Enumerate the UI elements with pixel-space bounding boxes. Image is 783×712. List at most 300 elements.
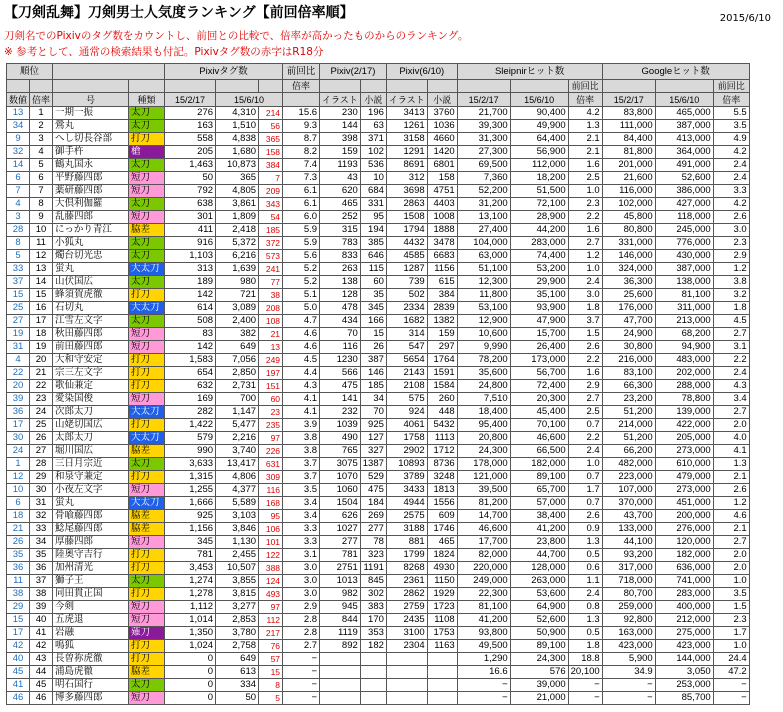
- novel-0217-cell: 646: [360, 250, 386, 263]
- num-cell: 29: [7, 601, 30, 614]
- google-ratio-cell: 3.2: [713, 289, 749, 302]
- pixiv-0610-cell: 5,372: [216, 237, 259, 250]
- rank-cell: 6: [30, 172, 53, 185]
- google-0610-cell: 94,900: [655, 341, 713, 354]
- sleipnir-0217-cell: 81,100: [457, 601, 510, 614]
- google-0610-cell: 138,000: [655, 276, 713, 289]
- google-0610-cell: 422,000: [655, 419, 713, 432]
- rank-cell: 42: [30, 640, 53, 653]
- r18-cell: 631: [259, 458, 283, 471]
- illust-0217-cell: 626: [320, 510, 361, 523]
- sleipnir-0217-cell: 93,800: [457, 627, 510, 640]
- pixiv-0610-cell: 3,861: [216, 198, 259, 211]
- novel-0610-cell: 1420: [427, 146, 457, 159]
- sleipnir-ratio-cell: −: [568, 679, 602, 692]
- num-cell: 34: [7, 120, 30, 133]
- pixiv-ratio-cell: 6.0: [283, 211, 320, 224]
- rank-cell: 33: [30, 523, 53, 536]
- sleipnir-0610-cell: 18,200: [510, 172, 568, 185]
- illust-0610-cell: 1508: [386, 211, 427, 224]
- pixiv-0610-cell: 4,806: [216, 471, 259, 484]
- r18-cell: 38: [259, 289, 283, 302]
- pixiv-ratio-cell: 8.7: [283, 133, 320, 146]
- illust-0217-cell: 892: [320, 640, 361, 653]
- illust-0610-cell: 2575: [386, 510, 427, 523]
- google-0610-cell: 253,000: [655, 679, 713, 692]
- r18-cell: 384: [259, 159, 283, 172]
- col-novel-2: 小説: [427, 93, 457, 107]
- google-ratio-cell: 1.0: [713, 575, 749, 588]
- illust-0610-cell: [386, 653, 427, 666]
- col-illust-2: イラスト: [386, 93, 427, 107]
- table-row: [7, 302, 750, 315]
- google-0610-cell: 387,000: [655, 263, 713, 276]
- table-row: [7, 354, 750, 367]
- pixiv-ratio-cell: 3.4: [283, 497, 320, 510]
- google-0610-cell: 386,000: [655, 185, 713, 198]
- r18-cell: 309: [259, 471, 283, 484]
- type-cell: 脇差: [129, 224, 165, 237]
- google-ratio-cell: 3.1: [713, 341, 749, 354]
- sleipnir-0217-cell: 31,300: [457, 133, 510, 146]
- pixiv-0610-cell: 3,855: [216, 575, 259, 588]
- google-0217-cell: 163,000: [602, 627, 655, 640]
- sleipnir-0610-cell: 50,900: [510, 627, 568, 640]
- type-cell: 大太刀: [129, 263, 165, 276]
- google-0217-cell: 93,200: [602, 549, 655, 562]
- illust-0610-cell: 1287: [386, 263, 427, 276]
- google-ratio-cell: 2.9: [713, 250, 749, 263]
- google-ratio-cell: 1.7: [713, 627, 749, 640]
- google-ratio-cell: 2.4: [713, 159, 749, 172]
- sleipnir-0610-cell: 576: [510, 666, 568, 679]
- illust-0217-cell: 230: [320, 107, 361, 120]
- illust-0610-cell: 1291: [386, 146, 427, 159]
- illust-0610-cell: 5654: [386, 354, 427, 367]
- table-row: [7, 159, 750, 172]
- r18-cell: 372: [259, 237, 283, 250]
- num-cell: 15: [7, 614, 30, 627]
- name-cell: 蛍丸: [53, 497, 129, 510]
- sleipnir-0610-cell: 128,000: [510, 562, 568, 575]
- illust-0610-cell: 3188: [386, 523, 427, 536]
- illust-0217-cell: 1027: [320, 523, 361, 536]
- table-row: [7, 549, 750, 562]
- type-cell: 脇差: [129, 666, 165, 679]
- pixiv-ratio-cell: 5.6: [283, 250, 320, 263]
- col-pixiv-0610: Pixiv(6/10): [386, 64, 457, 80]
- google-0610-cell: 288,000: [655, 380, 713, 393]
- pixiv-0610-cell: 3,846: [216, 523, 259, 536]
- table-row: [7, 341, 750, 354]
- pixiv-0610-cell: 4,377: [216, 484, 259, 497]
- novel-0610-cell: 6801: [427, 159, 457, 172]
- r18-cell: 208: [259, 302, 283, 315]
- r18-cell: 343: [259, 198, 283, 211]
- rank-cell: 46: [30, 692, 53, 705]
- rank-cell: 35: [30, 549, 53, 562]
- rank-cell: 24: [30, 406, 53, 419]
- r18-cell: 76: [259, 640, 283, 653]
- sleipnir-0610-cell: 38,400: [510, 510, 568, 523]
- novel-0610-cell: 5432: [427, 419, 457, 432]
- novel-0217-cell: 146: [360, 367, 386, 380]
- sleipnir-0217-cell: 16.6: [457, 666, 510, 679]
- col-sleipnir: Sleipnirヒット数: [457, 64, 602, 80]
- col-type: 種類: [129, 93, 165, 107]
- sleipnir-ratio-cell: 1.0: [568, 185, 602, 198]
- pixiv-0217-cell: 1,103: [165, 250, 216, 263]
- table-row: [7, 146, 750, 159]
- num-cell: 37: [7, 276, 30, 289]
- name-cell: 前田藤四郎: [53, 341, 129, 354]
- illust-0610-cell: 3158: [386, 133, 427, 146]
- type-cell: 脇差: [129, 523, 165, 536]
- novel-0217-cell: 371: [360, 133, 386, 146]
- novel-0610-cell: 1036: [427, 120, 457, 133]
- pixiv-0217-cell: 3,453: [165, 562, 216, 575]
- novel-0217-cell: 277: [360, 523, 386, 536]
- illust-0217-cell: 1070: [320, 471, 361, 484]
- google-ratio-cell: 2.1: [713, 523, 749, 536]
- google-0610-cell: 139,000: [655, 406, 713, 419]
- r18-cell: 151: [259, 380, 283, 393]
- novel-0610-cell: 1584: [427, 380, 457, 393]
- novel-0610-cell: 384: [427, 289, 457, 302]
- sleipnir-0217-cell: 14,700: [457, 510, 510, 523]
- pixiv-ratio-cell: 7.3: [283, 172, 320, 185]
- num-cell: 19: [7, 328, 30, 341]
- illust-0217-cell: 844: [320, 614, 361, 627]
- novel-0217-cell: 1387: [360, 458, 386, 471]
- sleipnir-0217-cell: 82,000: [457, 549, 510, 562]
- name-cell: 蜂須賀虎徹: [53, 289, 129, 302]
- illust-0610-cell: 2108: [386, 380, 427, 393]
- novel-0217-cell: 269: [360, 510, 386, 523]
- table-row: [7, 497, 750, 510]
- table-row: [7, 458, 750, 471]
- google-0610-cell: 245,000: [655, 224, 713, 237]
- table-row: [7, 445, 750, 458]
- table-row: [7, 536, 750, 549]
- r18-cell: 365: [259, 133, 283, 146]
- pixiv-0610-cell: 980: [216, 276, 259, 289]
- pixiv-0610-cell: 2,758: [216, 640, 259, 653]
- name-cell: 岩融: [53, 627, 129, 640]
- novel-0610-cell: 158: [427, 172, 457, 185]
- page-title: 【刀剣乱舞】刀剣男士人気度ランキング【前回倍率順】: [4, 5, 354, 21]
- novel-0217-cell: 70: [360, 406, 386, 419]
- table-row: [7, 562, 750, 575]
- illust-0610-cell: 502: [386, 289, 427, 302]
- illust-0217-cell: 982: [320, 588, 361, 601]
- col-google-ratio-top: 前回比: [713, 80, 749, 93]
- novel-0610-cell: 1824: [427, 549, 457, 562]
- novel-0217-cell: 170: [360, 614, 386, 627]
- illust-0217-cell: 144: [320, 120, 361, 133]
- pixiv-ratio-cell: 9.3: [283, 120, 320, 133]
- sleipnir-0217-cell: 95,400: [457, 419, 510, 432]
- pixiv-0610-cell: 721: [216, 289, 259, 302]
- rank-cell: 40: [30, 614, 53, 627]
- pixiv-ratio-cell: 4.1: [283, 406, 320, 419]
- illust-0217-cell: [320, 679, 361, 692]
- google-ratio-cell: 4.2: [713, 198, 749, 211]
- pixiv-0610-cell: 10,507: [216, 562, 259, 575]
- sleipnir-ratio-cell: 2.5: [568, 172, 602, 185]
- col-rank: 倍率: [30, 93, 53, 107]
- sleipnir-0610-cell: 51,500: [510, 185, 568, 198]
- google-0610-cell: 200,000: [655, 510, 713, 523]
- name-cell: 平野藤四郎: [53, 172, 129, 185]
- google-ratio-cell: 3.5: [713, 588, 749, 601]
- sleipnir-0610-cell: 93,900: [510, 302, 568, 315]
- num-cell: 8: [7, 237, 30, 250]
- table-row: [7, 211, 750, 224]
- google-0610-cell: 205,000: [655, 432, 713, 445]
- num-cell: 32: [7, 146, 30, 159]
- google-0217-cell: 44,100: [602, 536, 655, 549]
- illust-0217-cell: [320, 666, 361, 679]
- sleipnir-0610-cell: 26,400: [510, 341, 568, 354]
- sleipnir-ratio-cell: 1.8: [568, 302, 602, 315]
- pixiv-0217-cell: 313: [165, 263, 216, 276]
- sleipnir-ratio-cell: 1.1: [568, 575, 602, 588]
- r18-cell: 97: [259, 601, 283, 614]
- sleipnir-0610-cell: 29,900: [510, 276, 568, 289]
- type-cell: 短刀: [129, 484, 165, 497]
- r18-cell: 197: [259, 367, 283, 380]
- pixiv-ratio-cell: −: [283, 679, 320, 692]
- novel-0217-cell: 529: [360, 471, 386, 484]
- table-row: [7, 133, 750, 146]
- illust-0610-cell: 314: [386, 328, 427, 341]
- illust-0217-cell: 128: [320, 289, 361, 302]
- name-cell: 加州清光: [53, 562, 129, 575]
- novel-0610-cell: 1150: [427, 575, 457, 588]
- pixiv-0217-cell: 990: [165, 445, 216, 458]
- illust-0217-cell: 138: [320, 276, 361, 289]
- novel-0217-cell: 15: [360, 328, 386, 341]
- sleipnir-0217-cell: 53,100: [457, 302, 510, 315]
- pixiv-0217-cell: 142: [165, 341, 216, 354]
- sleipnir-0610-cell: 28,900: [510, 211, 568, 224]
- sleipnir-ratio-cell: 18.8: [568, 653, 602, 666]
- sleipnir-0610-cell: 90,400: [510, 107, 568, 120]
- illust-0610-cell: 4061: [386, 419, 427, 432]
- google-0217-cell: 146,000: [602, 250, 655, 263]
- novel-0217-cell: 925: [360, 419, 386, 432]
- pixiv-0217-cell: 142: [165, 289, 216, 302]
- rank-cell: 8: [30, 198, 53, 211]
- header-row-2: [7, 80, 750, 93]
- sleipnir-ratio-cell: 1.6: [568, 367, 602, 380]
- sleipnir-0217-cell: 11,800: [457, 289, 510, 302]
- novel-0217-cell: 194: [360, 224, 386, 237]
- r18-cell: 5: [259, 692, 283, 705]
- sleipnir-0217-cell: 1,290: [457, 653, 510, 666]
- num-cell: 14: [7, 159, 30, 172]
- sleipnir-ratio-cell: 2.4: [568, 276, 602, 289]
- pixiv-0217-cell: 1,112: [165, 601, 216, 614]
- pixiv-0217-cell: 1,350: [165, 627, 216, 640]
- type-cell: 大太刀: [129, 497, 165, 510]
- illust-0610-cell: 4585: [386, 250, 427, 263]
- novel-0610-cell: 1764: [427, 354, 457, 367]
- illust-0217-cell: 1193: [320, 159, 361, 172]
- rank-cell: 2: [30, 120, 53, 133]
- table-row: [7, 289, 750, 302]
- sleipnir-ratio-cell: 2.6: [568, 510, 602, 523]
- novel-0610-cell: 1113: [427, 432, 457, 445]
- sleipnir-ratio-cell: 1.6: [568, 159, 602, 172]
- name-cell: 大和守安定: [53, 354, 129, 367]
- sleipnir-ratio-cell: 2.3: [568, 198, 602, 211]
- r18-cell: 106: [259, 523, 283, 536]
- sleipnir-ratio-cell: 2.7: [568, 393, 602, 406]
- sleipnir-0610-cell: 70,100: [510, 419, 568, 432]
- sleipnir-ratio-cell: 1.0: [568, 458, 602, 471]
- google-ratio-cell: 47.2: [713, 666, 749, 679]
- pixiv-0610-cell: 1,130: [216, 536, 259, 549]
- illust-0610-cell: 3100: [386, 627, 427, 640]
- table-row: [7, 120, 750, 133]
- pixiv-0610-cell: 1,639: [216, 263, 259, 276]
- name-cell: 三日月宗近: [53, 458, 129, 471]
- sleipnir-ratio-cell: 2.2: [568, 354, 602, 367]
- google-0610-cell: 273,000: [655, 445, 713, 458]
- google-0610-cell: 275,000: [655, 627, 713, 640]
- num-cell: 6: [7, 497, 30, 510]
- name-cell: 蛍丸: [53, 263, 129, 276]
- google-ratio-cell: 2.2: [713, 354, 749, 367]
- num-cell: 40: [7, 653, 30, 666]
- r18-cell: 23: [259, 406, 283, 419]
- pixiv-ratio-cell: 4.7: [283, 315, 320, 328]
- google-0217-cell: 25,600: [602, 289, 655, 302]
- rank-cell: 37: [30, 575, 53, 588]
- rank-cell: 15: [30, 289, 53, 302]
- illust-0610-cell: 8691: [386, 159, 427, 172]
- num-cell: 9: [7, 133, 30, 146]
- type-cell: 太刀: [129, 250, 165, 263]
- novel-0610-cell: 1746: [427, 523, 457, 536]
- pixiv-ratio-cell: 3.9: [283, 419, 320, 432]
- pixiv-0217-cell: 1,583: [165, 354, 216, 367]
- google-ratio-cell: 1.5: [713, 601, 749, 614]
- r18-cell: 21: [259, 328, 283, 341]
- num-cell: 5: [7, 250, 30, 263]
- pixiv-ratio-cell: 6.1: [283, 198, 320, 211]
- type-cell: 打刀: [129, 419, 165, 432]
- r18-cell: 15: [259, 666, 283, 679]
- rank-cell: 43: [30, 653, 53, 666]
- pixiv-0217-cell: 282: [165, 406, 216, 419]
- num-cell: 17: [7, 419, 30, 432]
- rank-cell: 38: [30, 588, 53, 601]
- sleipnir-ratio-cell: 0.7: [568, 419, 602, 432]
- pixiv-ratio-cell: 7.4: [283, 159, 320, 172]
- sleipnir-0217-cell: 121,000: [457, 471, 510, 484]
- sleipnir-0610-cell: 283,000: [510, 237, 568, 250]
- num-cell: 36: [7, 406, 30, 419]
- sleipnir-0217-cell: 178,000: [457, 458, 510, 471]
- novel-0610-cell: [427, 653, 457, 666]
- illust-0610-cell: 3413: [386, 107, 427, 120]
- google-0217-cell: 259,000: [602, 601, 655, 614]
- google-0610-cell: 427,000: [655, 198, 713, 211]
- illust-0610-cell: 1799: [386, 549, 427, 562]
- num-cell: 17: [7, 627, 30, 640]
- novel-0217-cell: 127: [360, 432, 386, 445]
- type-cell: 槍: [129, 146, 165, 159]
- pixiv-ratio-cell: −: [283, 692, 320, 705]
- google-ratio-cell: 2.0: [713, 549, 749, 562]
- type-cell: 短刀: [129, 393, 165, 406]
- google-0217-cell: 21,600: [602, 172, 655, 185]
- r18-cell: 235: [259, 419, 283, 432]
- illust-0217-cell: 3075: [320, 458, 361, 471]
- novel-0217-cell: 115: [360, 263, 386, 276]
- rank-cell: 39: [30, 601, 53, 614]
- google-0217-cell: 223,000: [602, 471, 655, 484]
- novel-0610-cell: 1108: [427, 614, 457, 627]
- illust-0610-cell: 4944: [386, 497, 427, 510]
- novel-0217-cell: 684: [360, 185, 386, 198]
- google-0610-cell: 364,000: [655, 146, 713, 159]
- type-cell: 短刀: [129, 614, 165, 627]
- table-row: [7, 237, 750, 250]
- google-0217-cell: 80,800: [602, 224, 655, 237]
- pixiv-0217-cell: 632: [165, 380, 216, 393]
- illust-0217-cell: 277: [320, 536, 361, 549]
- sleipnir-0217-cell: 9,990: [457, 341, 510, 354]
- google-0610-cell: 85,700: [655, 692, 713, 705]
- type-cell: 打刀: [129, 471, 165, 484]
- table-row: [7, 328, 750, 341]
- novel-0610-cell: 159: [427, 328, 457, 341]
- sleipnir-0610-cell: 24,300: [510, 653, 568, 666]
- google-0217-cell: 216,000: [602, 354, 655, 367]
- illust-0610-cell: 739: [386, 276, 427, 289]
- novel-0610-cell: 1556: [427, 497, 457, 510]
- novel-0217-cell: 383: [360, 601, 386, 614]
- novel-0610-cell: 3478: [427, 237, 457, 250]
- sleipnir-0610-cell: 44,700: [510, 549, 568, 562]
- novel-0217-cell: 385: [360, 237, 386, 250]
- illust-0610-cell: 2435: [386, 614, 427, 627]
- google-0610-cell: 483,000: [655, 354, 713, 367]
- sleipnir-0610-cell: 21,000: [510, 692, 568, 705]
- num-cell: 26: [7, 536, 30, 549]
- illust-0610-cell: 2143: [386, 367, 427, 380]
- novel-0610-cell: 1163: [427, 640, 457, 653]
- illust-0610-cell: 2361: [386, 575, 427, 588]
- col-google-ratio: 倍率: [713, 93, 749, 107]
- sleipnir-0217-cell: 7,360: [457, 172, 510, 185]
- r18-cell: 214: [259, 107, 283, 120]
- google-0217-cell: 116,000: [602, 185, 655, 198]
- col-d2: 15/6/10: [216, 93, 283, 107]
- rank-cell: 19: [30, 341, 53, 354]
- rank-cell: 32: [30, 510, 53, 523]
- google-0610-cell: 413,000: [655, 133, 713, 146]
- novel-0610-cell: 4403: [427, 198, 457, 211]
- google-0610-cell: 741,000: [655, 575, 713, 588]
- sleipnir-ratio-cell: 1.3: [568, 536, 602, 549]
- r18-cell: 226: [259, 445, 283, 458]
- type-cell: 打刀: [129, 367, 165, 380]
